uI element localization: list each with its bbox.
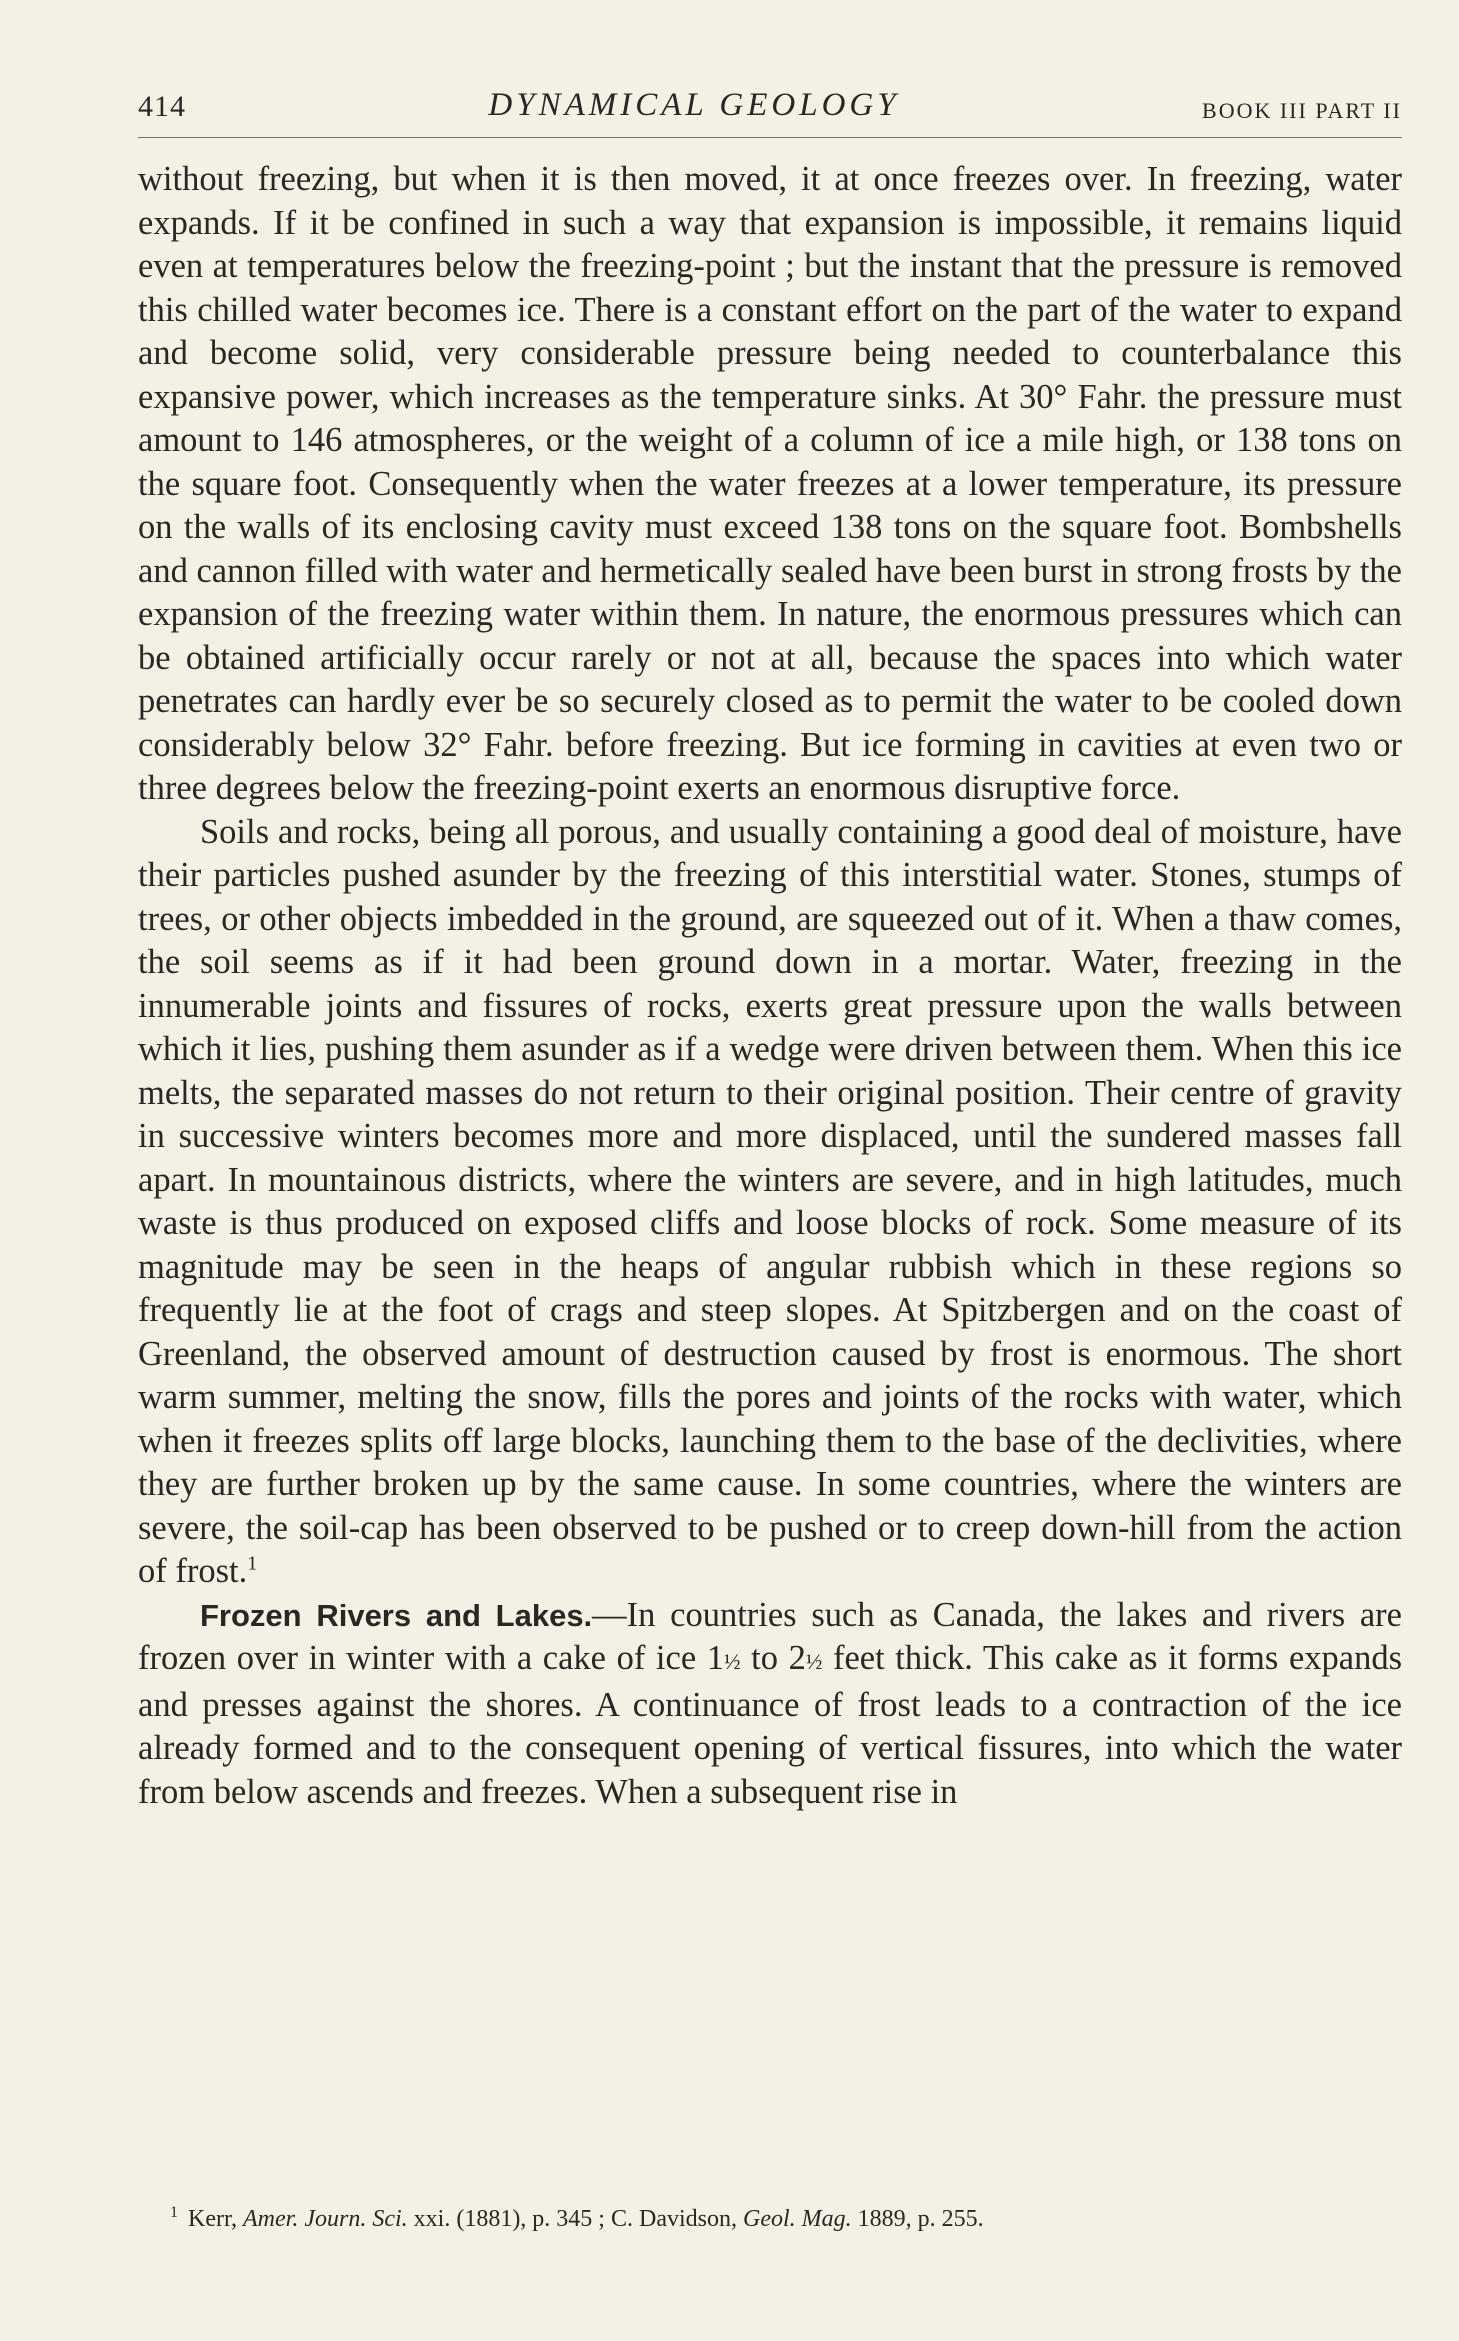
header-rule xyxy=(138,137,1402,138)
running-title: DYNAMICAL GEOLOGY xyxy=(488,87,900,123)
footnote xyxy=(170,2204,1402,2234)
paragraph-2 xyxy=(138,811,1402,1594)
section-label: BOOK III PART II xyxy=(1202,98,1402,123)
paragraph-3-text-b: to 2 xyxy=(740,1639,806,1677)
footnote-ref-1: xxi. (1881), p. 345 ; C. Davidson, xyxy=(407,2206,743,2232)
paragraph-2-text: Soils and rocks, being all porous, and usually containing a good deal of moisture, have their particles pushed asunder by the freezing of this interstitial water. Stones, stumps of trees, or other objects imbedded in the ground, are squeezed out of it. When a thaw comes, the soil seems as if it had been ground down in a mortar. Water, freezing in the innumerable joints and fissures of rocks, exerts great pressure upon the walls between which it lies, pushing them asunder as if a wedge were driven between them. When this ice melts, the separated masses do not return to their original position. Their centre of gravity in successive winters becomes more and more displaced, until the sundered masses fall apart. In mountainous districts, where the winters are severe, and in high latitudes, much waste is thus produced on exposed cliffs and loose blocks of rock. Some measure of its magnitude may be seen in the heaps of angular rubbish which in these regions so frequently lie at the foot of crags and steep slopes. At Spitzbergen and on the coast of Greenland, the observed amount of destruction caused by frost is enormous. The short warm summer, melting the snow, fills the pores and joints of the rocks with water, which when it freezes splits off large blocks, launching them to the base of the declivities, where they are further broken up by the same cause. In some countries, where the winters are severe, the soil-cap has been observed to be pushed or to creep down-hill from the action of frost. xyxy=(138,812,1402,1590)
section-heading: Frozen Rivers and Lakes. xyxy=(200,1597,593,1633)
fraction-half-2: ½ xyxy=(805,1649,823,1674)
paragraph-3 xyxy=(138,1594,1402,1815)
paragraph-3-text-a: —In countries such as Canada, the lakes and rivers are frozen over in winter with a cake of ice 1 xyxy=(138,1595,1402,1677)
footnote-author: Kerr, xyxy=(188,2206,244,2232)
footnote-reference: 1 xyxy=(247,1552,258,1575)
paragraph-1: without freezing, but when it is then moved, it at once freezes over. In freezing, water expands. If it be confined in such a way that expansion is impossible, it remains liquid even at temperatures below the freezing-point ; but the instant that the pressure is removed this chilled water becomes ice. There is a constant effort on the part of the water to expand and become solid, very considerable pressure being needed to counterbalance this expansive power, which increases as the temperature sinks. At 30° Fahr. the pressure must amount to 146 atmospheres, or the weight of a column of ice a mile high, or 138 tons on the square foot. Consequently when the water freezes at a lower temperature, its pressure on the walls of its enclosing cavity must exceed 138 tons on the square foot. Bombshells and cannon filled with water and hermetically sealed have been burst in strong frosts by the expansion of the freezing water within them. In nature, the enormous pressures which can be obtained artificially occur rarely or not at all, because the spaces into which water penetrates can hardly ever be so securely closed as to permit the water to be cooled down considerably below 32° Fahr. before freezing. But ice forming in cavities at even two or three degrees below the freezing-point exerts an enormous disruptive force. xyxy=(138,160,1402,807)
footnote-ref-2: 1889, p. 255. xyxy=(851,2206,984,2232)
footnote-marker: 1 xyxy=(170,2204,178,2221)
page-header xyxy=(138,72,1402,124)
fraction-half-1: ½ xyxy=(724,1649,741,1674)
paragraph-3-text-c: feet thick. This cake as it forms expands and presses against the shores. A continuance of frost leads to a contraction of the ice already formed and to the consequent opening of vertical fissures, into which the water from below ascends and freezes. When a subsequent rise in xyxy=(138,1639,1402,1811)
footnote-journal-1: Amer. Journ. Sci. xyxy=(243,2206,408,2232)
page-number: 414 xyxy=(138,90,186,123)
body-text xyxy=(138,158,1402,1814)
footnote-journal-2: Geol. Mag. xyxy=(742,2206,852,2232)
